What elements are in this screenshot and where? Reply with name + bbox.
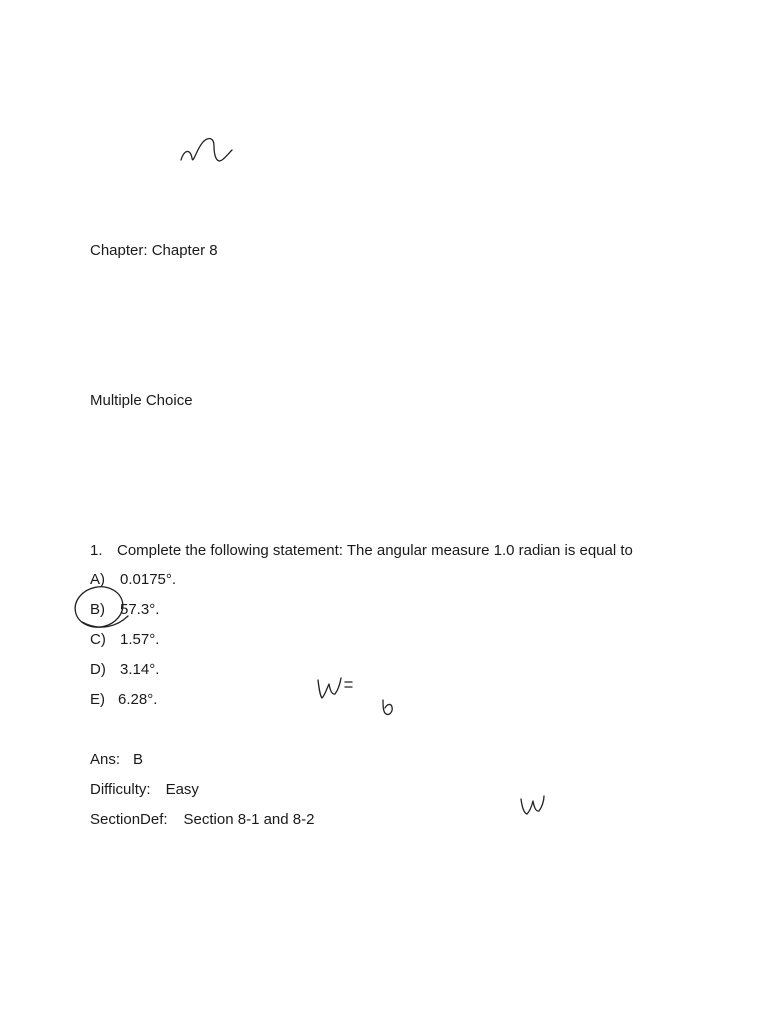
section-heading: Multiple Choice bbox=[90, 392, 193, 409]
difficulty-value: Easy bbox=[165, 781, 199, 798]
difficulty-label: Difficulty: bbox=[90, 781, 151, 798]
section-def-label: SectionDef: bbox=[90, 811, 168, 828]
handwritten-b-mark bbox=[383, 700, 392, 714]
option-c bbox=[90, 630, 159, 650]
option-text: 57.3°. bbox=[120, 601, 160, 618]
section-def-line bbox=[90, 810, 314, 830]
option-a bbox=[90, 570, 176, 590]
option-text: 3.14°. bbox=[120, 661, 160, 678]
option-letter: E) bbox=[90, 691, 105, 708]
chapter-heading: Chapter: Chapter 8 bbox=[90, 242, 218, 259]
handwritten-equals bbox=[345, 682, 352, 687]
option-letter: D) bbox=[90, 661, 106, 678]
handwritten-top-squiggle bbox=[181, 139, 232, 161]
question-text: Complete the following statement: The angular measure 1.0 radian is equal to bbox=[117, 542, 633, 559]
handwritten-right-w bbox=[521, 796, 544, 814]
option-text: 6.28°. bbox=[118, 691, 158, 708]
answer-value: B bbox=[133, 751, 144, 768]
option-letter: C) bbox=[90, 631, 106, 648]
option-text: 1.57°. bbox=[120, 631, 160, 648]
option-text: 0.0175°. bbox=[120, 571, 177, 588]
option-e bbox=[90, 690, 157, 710]
question-stem bbox=[90, 541, 633, 561]
option-d bbox=[90, 660, 159, 680]
question-number: 1. bbox=[90, 542, 103, 559]
option-letter: A) bbox=[90, 571, 105, 588]
difficulty-line bbox=[90, 780, 199, 800]
section-def-value: Section 8-1 and 8-2 bbox=[183, 811, 315, 828]
handwritten-omega bbox=[318, 678, 341, 698]
answer-line bbox=[90, 750, 143, 770]
option-b bbox=[90, 600, 159, 620]
option-letter: B) bbox=[90, 601, 105, 618]
answer-label: Ans: bbox=[90, 751, 121, 768]
